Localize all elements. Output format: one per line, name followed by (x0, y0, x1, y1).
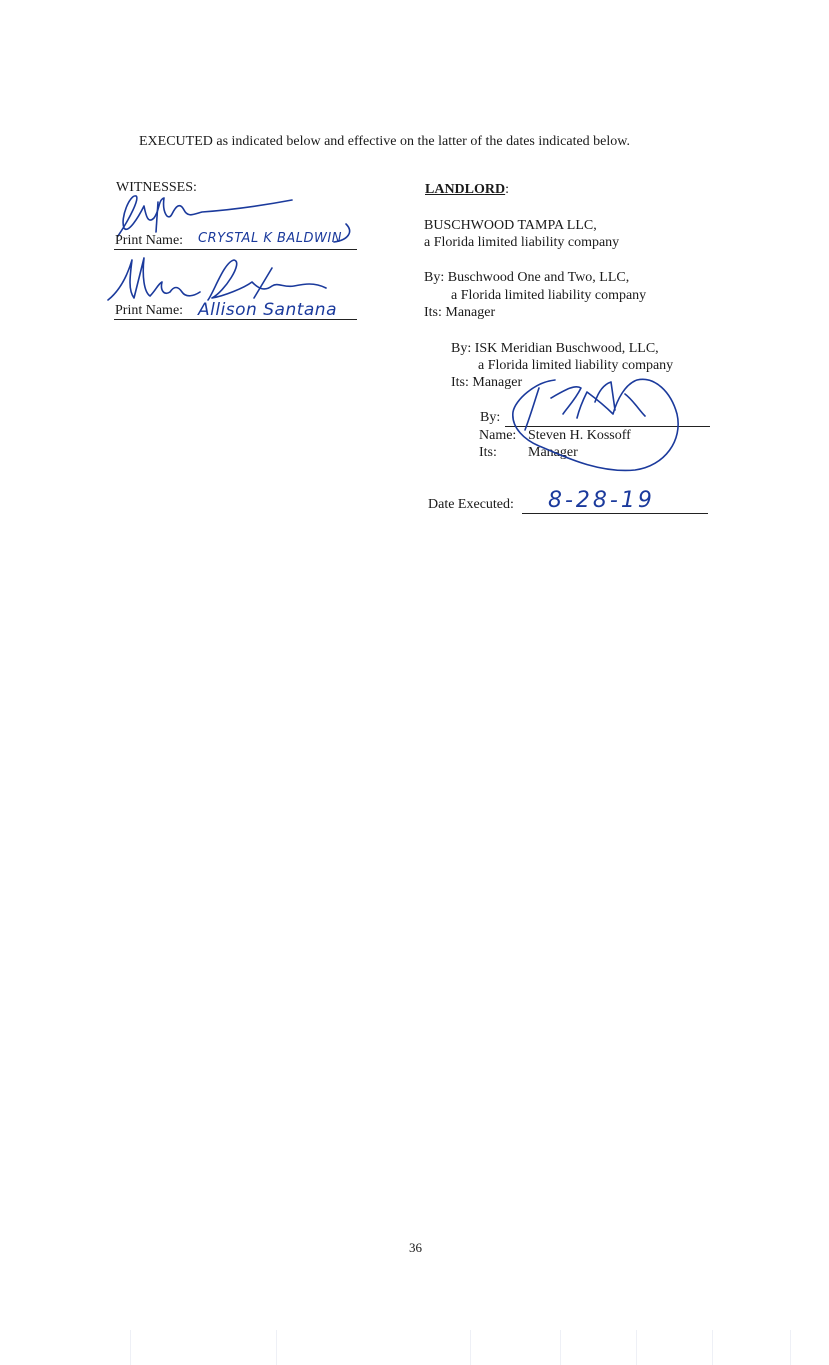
signer-name-label: Name: (479, 428, 517, 443)
witness-1-line (114, 249, 357, 250)
date-executed-value: 8-28-19 (548, 488, 655, 513)
print-name-value-2: Allison Santana (198, 300, 337, 320)
landlord-signature (495, 370, 690, 478)
date-executed-line (522, 513, 708, 514)
date-executed-label: Date Executed: (428, 497, 514, 512)
landlord-its-1: Its: Manager (424, 305, 496, 320)
witnesses-heading: WITNESSES: (116, 180, 197, 195)
scan-artifact (0, 1330, 829, 1365)
signer-by-label: By: (480, 410, 501, 425)
landlord-by-2-desc: a Florida limited liability company (478, 358, 674, 373)
signer-its-label: Its: (479, 445, 497, 460)
landlord-heading (425, 182, 509, 198)
signer-name-value: Steven H. Kossoff (528, 428, 631, 443)
landlord-by-1-desc: a Florida limited liability company (451, 288, 647, 303)
print-name-value-1: CRYSTAL K BALDWIN (198, 231, 342, 246)
landlord-company: BUSCHWOOD TAMPA LLC, (424, 218, 597, 233)
execution-statement: EXECUTED as indicated below and effective on the latter of the dates indicated below. (139, 134, 630, 149)
witness-2-line (114, 319, 357, 320)
landlord-heading-text: LANDLORD (425, 182, 506, 197)
landlord-its-2: Its: Manager (451, 375, 523, 390)
print-name-label-1: Print Name: (115, 233, 184, 248)
page-number: 36 (409, 1240, 422, 1255)
landlord-company-desc: a Florida limited liability company (424, 235, 620, 250)
print-name-1-flourish (330, 222, 360, 246)
landlord-heading-colon: : (505, 182, 510, 197)
signer-its-value: Manager (528, 445, 578, 460)
landlord-by-2: By: ISK Meridian Buschwood, LLC, (451, 341, 659, 356)
print-name-label-2: Print Name: (115, 303, 184, 318)
landlord-by-1: By: Buschwood One and Two, LLC, (424, 270, 630, 285)
